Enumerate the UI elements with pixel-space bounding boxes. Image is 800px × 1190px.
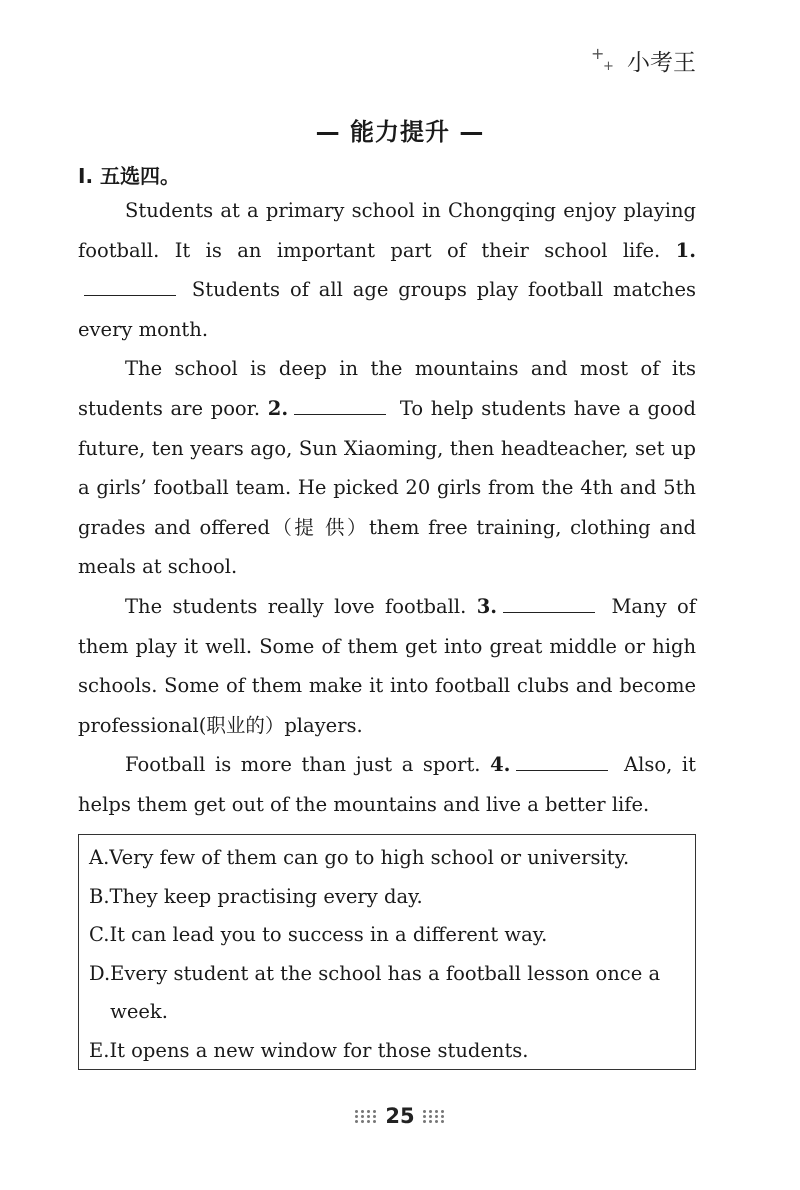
paragraph-1-text-after: Students of all age groups play football matches every month.: [78, 278, 696, 341]
paragraph-3-text-before: The students really love football.: [125, 594, 467, 618]
paragraph-2-text-before: The school is deep in the mountains and most of its students are poor.: [78, 357, 696, 420]
paragraph-4-text-after: Also, it helps them get out of the mountains and live a better life.: [78, 753, 696, 816]
option-e: [89, 1032, 685, 1071]
answer-blank-3[interactable]: [503, 596, 595, 613]
paragraph-1-text-before: Students at a primary school in Chongqing enjoy playing football. It is an important part of their school life.: [78, 199, 696, 262]
question-number-4: 4.: [490, 753, 511, 777]
paragraph-2-text-after: To help students have a good future, ten years ago, Sun Xiaoming, then headteacher, set up a girls’ football team. He picked 20 girls from the 4th and 5th grades and offered（提 供）them free training, clothing and meals at school.: [78, 396, 697, 579]
sparkle-small: +: [603, 58, 614, 74]
paragraph-3-text-after: Many of them play it well. Some of them get into great middle or high schools. Some of them make it into football clubs and become professional(职业的）players.: [78, 594, 696, 737]
sparkle-icon: [591, 43, 617, 76]
dot-pattern-right-icon: [423, 1110, 445, 1123]
option-text: It opens a new window for those students.: [109, 1038, 529, 1062]
question-number-3: 3.: [476, 594, 498, 618]
option-letter: B.: [89, 884, 110, 908]
option-text: It can lead you to success in a different way.: [109, 923, 548, 946]
part-heading: Ⅰ. 五选四。: [78, 164, 181, 188]
paragraph-4: [78, 745, 696, 824]
option-d: [89, 955, 685, 1032]
sparkle-large: +: [591, 43, 605, 63]
option-text: They keep practising every day.: [109, 884, 423, 908]
answer-blank-1[interactable]: [84, 279, 176, 296]
option-letter: D.: [89, 961, 111, 985]
answer-blank-2[interactable]: [294, 398, 386, 415]
reading-passage: [78, 191, 696, 825]
paragraph-3: [78, 587, 696, 745]
question-number-2: 2.: [267, 396, 289, 420]
question-number-1: 1.: [675, 238, 696, 262]
brand-header: [591, 44, 696, 77]
option-text: Very few of them can go to high school or university.: [109, 846, 630, 869]
answer-blank-4[interactable]: [516, 754, 608, 771]
dot-pattern-left-icon: [355, 1110, 377, 1123]
paragraph-1: [78, 191, 696, 349]
option-letter: C.: [89, 923, 110, 946]
options-box: [78, 834, 696, 1070]
option-text: Every student at the school has a football lesson once a week.: [110, 961, 661, 1023]
section-title: — 能力提升 —: [315, 118, 485, 146]
paragraph-2: [78, 349, 696, 587]
page-number: 25: [385, 1104, 415, 1128]
option-a: [89, 839, 685, 878]
brand-name: 小考王: [627, 50, 696, 76]
option-letter: E.: [89, 1038, 110, 1062]
option-c: [89, 916, 685, 955]
option-b: [89, 878, 685, 917]
paragraph-4-text-before: Football is more than just a sport.: [125, 753, 481, 777]
page-footer: [0, 1104, 800, 1128]
option-letter: A.: [89, 846, 110, 869]
